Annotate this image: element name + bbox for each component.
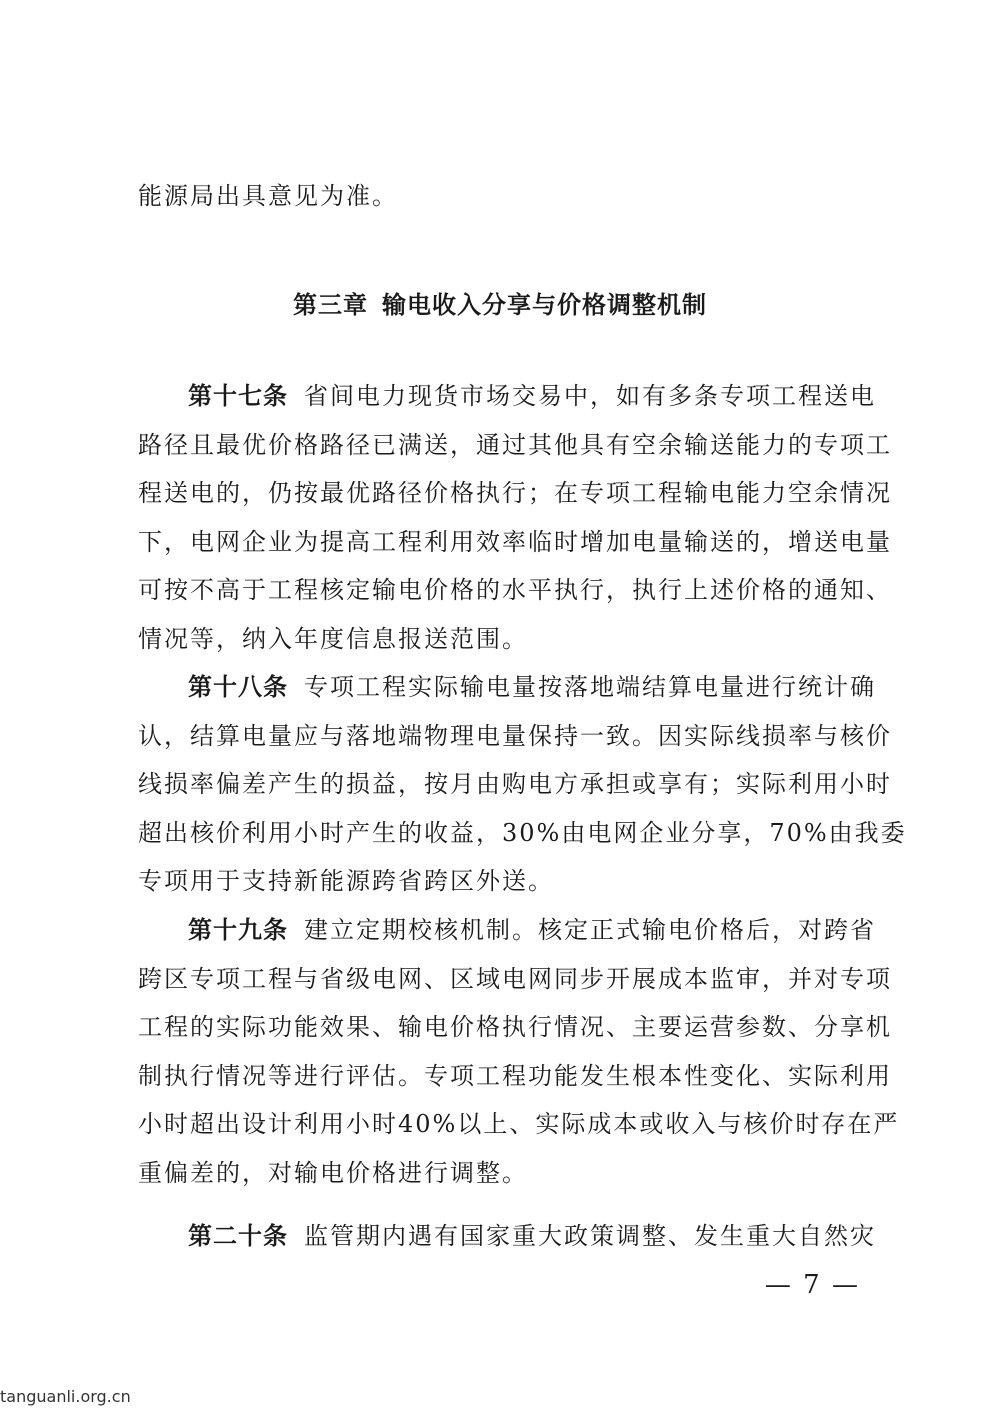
article-17	[138, 372, 892, 663]
article-line: 跨区专项工程与省级电网、区域电网同步开展成本监审，并对专项	[138, 964, 892, 993]
article-line: 路径且最优价格路径已满送，通过其他具有空余输送能力的专项工	[138, 430, 892, 459]
article-line: 下，电网企业为提高工程利用效率临时增加电量输送的，增送电量	[138, 527, 892, 556]
article-line: 小时超出设计利用小时40%以上、实际成本或收入与核价时存在严	[138, 1110, 900, 1138]
article-title: 第十七条	[188, 382, 288, 410]
article-first-line	[138, 1212, 876, 1261]
article-text: 建立定期校核机制。核定正式输电价格后，对跨省	[304, 916, 876, 944]
article-line: 程送电的，仍按最优路径价格执行；在专项工程输电能力空余情况	[138, 479, 892, 507]
article-18	[138, 663, 907, 906]
article-line: 专项用于支持新能源跨省跨区外送。	[138, 867, 554, 895]
article-text: 省间电力现货市场交易中，如有多条专项工程送电	[304, 382, 876, 410]
lead-paragraph	[138, 172, 862, 221]
article-first-line	[138, 906, 876, 955]
chapter-title: 输电收入分享与价格调整机制	[382, 291, 707, 319]
article-title: 第十八条	[188, 673, 288, 701]
chapter-heading	[0, 285, 1000, 320]
article-title: 第二十条	[188, 1222, 288, 1250]
article-text: 专项工程实际输电量按落地端结算电量进行统计确	[304, 673, 876, 701]
article-line: 线损率偏差产生的损益，按月由购电方承担或享有；实际利用小时	[138, 770, 892, 798]
article-first-line	[138, 372, 876, 421]
article-line: 超出核价利用小时产生的收益，30%由电网企业分享，70%由我委	[138, 818, 907, 847]
article-line: 可按不高于工程核定输电价格的水平执行，执行上述价格的通知、	[138, 576, 892, 604]
chapter-number: 第三章	[293, 291, 368, 319]
article-line: 情况等，纳入年度信息报送范围。	[138, 624, 528, 653]
page-number: — 7 —	[764, 1270, 860, 1300]
article-line: 认，结算电量应与落地端物理电量保持一致。因实际线损率与核价	[138, 721, 892, 750]
article-line: 重偏差的，对输电价格进行调整。	[138, 1158, 528, 1187]
article-20	[138, 1212, 876, 1261]
article-text: 监管期内遇有国家重大政策调整、发生重大自然灾	[304, 1222, 876, 1250]
article-line: 制执行情况等进行评估。专项工程功能发生根本性变化、实际利用	[138, 1061, 892, 1090]
article-first-line	[138, 663, 876, 712]
article-19	[138, 906, 900, 1197]
article-line: 工程的实际功能效果、输电价格执行情况、主要运营参数、分享机	[138, 1013, 892, 1041]
article-title: 第十九条	[188, 916, 288, 944]
watermark: tanguanli.org.cn	[0, 1387, 131, 1406]
lead-line: 能源局出具意见为准。	[138, 182, 398, 210]
